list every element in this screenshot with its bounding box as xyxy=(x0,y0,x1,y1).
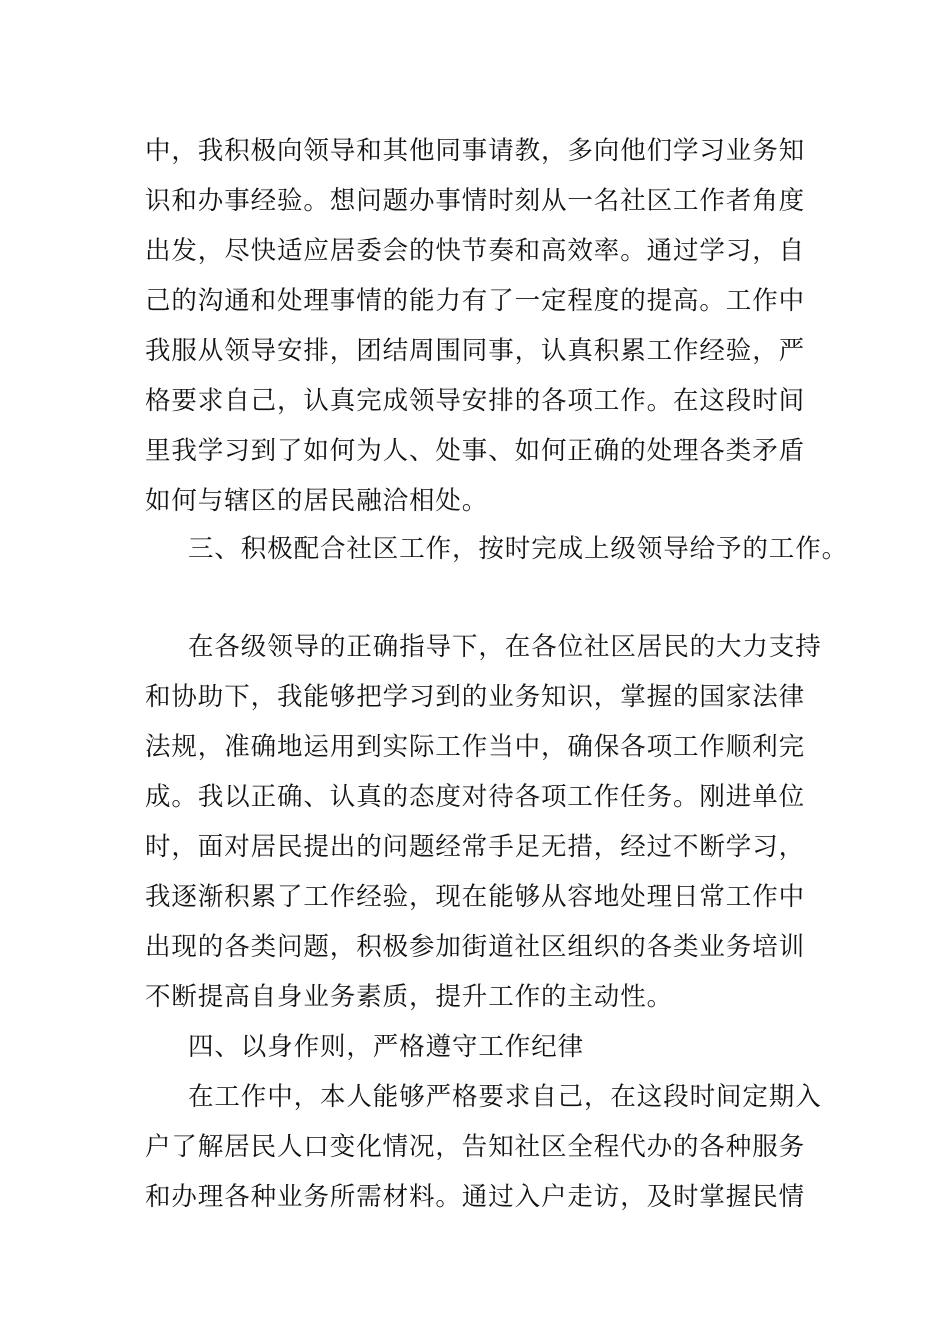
paragraph-line: 户了解居民人口变化情况，告知社区全程代办的各种服务 xyxy=(145,1132,806,1162)
paragraph-line: 出发，尽快适应居委会的快节奏和高效率。通过学习，自 xyxy=(145,236,806,266)
paragraph-line: 中，我积极向领导和其他同事请教，多向他们学习业务知 xyxy=(145,136,806,166)
paragraph-line: 法规，准确地运用到实际工作当中，确保各项工作顺利完 xyxy=(145,732,806,762)
paragraph-line: 在各级领导的正确指导下，在各位社区居民的大力支持 xyxy=(188,632,822,662)
paragraph-line: 里我学习到了如何为人、处事、如何正确的处理各类矛盾 xyxy=(145,436,806,466)
paragraph-line: 时，面对居民提出的问题经常手足无措，经过不断学习， xyxy=(145,832,806,862)
paragraph-line: 我逐渐积累了工作经验，现在能够从容地处理日常工作中 xyxy=(145,882,806,912)
paragraph-line: 成。我以正确、认真的态度对待各项工作任务。刚进单位 xyxy=(145,782,806,812)
section-heading: 三、积极配合社区工作，按时完成上级领导给予的工作。 xyxy=(188,534,849,564)
paragraph-line: 我服从领导安排，团结周围同事，认真积累工作经验，严 xyxy=(145,336,806,366)
section-heading: 四、以身作则，严格遵守工作纪律 xyxy=(188,1032,585,1062)
paragraph-line: 和协助下，我能够把学习到的业务知识，掌握的国家法律 xyxy=(145,682,806,712)
paragraph-line: 识和办事经验。想问题办事情时刻从一名社区工作者角度 xyxy=(145,186,806,216)
paragraph-line: 和办理各种业务所需材料。通过入户走访，及时掌握民情 xyxy=(145,1182,806,1212)
paragraph-line: 在工作中，本人能够严格要求自己，在这段时间定期入 xyxy=(188,1082,822,1112)
paragraph-line: 己的沟通和处理事情的能力有了一定程度的提高。工作中 xyxy=(145,286,806,316)
paragraph-line: 不断提高自身业务素质，提升工作的主动性。 xyxy=(145,982,674,1012)
paragraph-line: 如何与辖区的居民融洽相处。 xyxy=(145,486,489,516)
paragraph-line: 格要求自己，认真完成领导安排的各项工作。在这段时间 xyxy=(145,386,806,416)
paragraph-line: 出现的各类问题，积极参加街道社区组织的各类业务培训 xyxy=(145,932,806,962)
